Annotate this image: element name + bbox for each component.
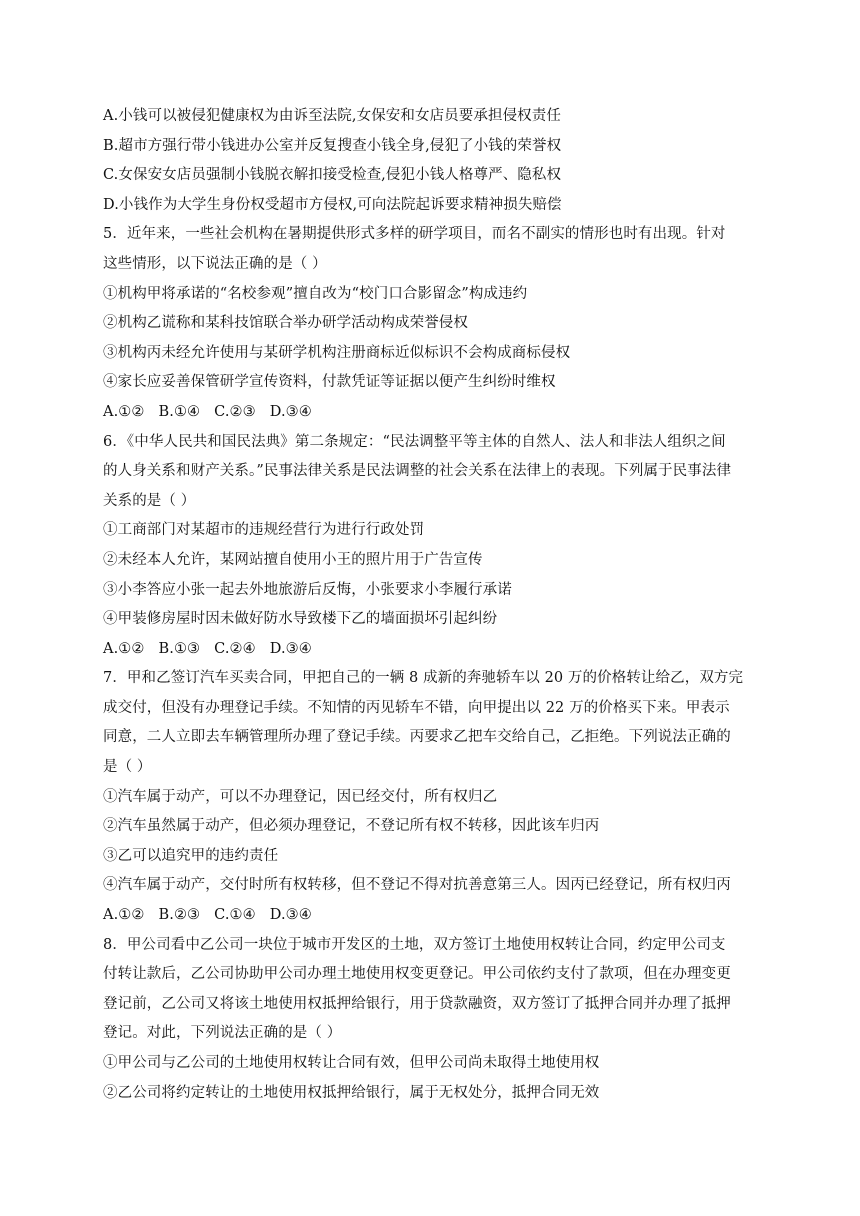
question-6 [103, 428, 763, 665]
q5-choices [103, 398, 763, 428]
question-7 [103, 664, 763, 930]
q5-statement-4: ④家长应妥善保管研学宣传资料，付款凭证等证据以便产生纠纷时维权 [103, 374, 556, 391]
q6-choice-d: D.③④ [269, 640, 312, 657]
q5-choice-c: C.②③ [214, 403, 256, 420]
q8-stem-line: 登记。对此，下列说法正确的是（ ） [103, 1025, 342, 1042]
q4-option-a: A.小钱可以被侵犯健康权为由诉至法院,女保安和女店员要承担侵权责任 [103, 108, 561, 124]
q6-stem-line: 6．《中华人民共和国民法典》第二条规定：“民法调整平等主体的自然人、法人和非法人组织之间 [103, 433, 726, 450]
q5-choice-d: D.③④ [269, 403, 312, 420]
q7-statement-3: ③乙可以追究甲的违约责任 [103, 847, 279, 864]
question-5 [103, 220, 763, 427]
q4-option-d: D.小钱作为大学生身份权受超市方侵权,可向法院起诉要求精神损失赔偿 [103, 196, 562, 213]
exam-page [103, 102, 763, 1108]
q7-statement-1: ①汽车属于动产，可以不办理登记，因已经交付，所有权归乙 [103, 788, 498, 805]
q5-choice-a: A.①② [103, 403, 145, 420]
q8-stem-line: 登记前，乙公司又将该土地使用权抵押给银行，用于贷款融资，双方签订了抵押合同并办理了抵押 [103, 995, 731, 1012]
q7-choice-d: D.③④ [269, 907, 312, 924]
q6-choice-c: C.②④ [214, 640, 256, 657]
q4-option-c: C.女保安女店员强制小钱脱衣解扣接受检查,侵犯小钱人格尊严、隐私权 [103, 167, 562, 184]
q7-choice-c: C.①④ [214, 907, 256, 924]
q7-stem-line: 成交付，但没有办理登记手续。不知情的丙见轿车不错，向甲提出以 22 万的价格买下来。甲表示 [103, 699, 730, 716]
q6-statement-1: ①工商部门对某超市的违规经营行为进行行政处罚 [103, 522, 425, 539]
q5-stem-line: 5．近年来，一些社会机构在暑期提供形式多样的研学项目，而名不副实的情形也时有出现。针对 [103, 226, 726, 243]
q8-stem-line: 付转让款后，乙公司协助甲公司办理土地使用权变更登记。甲公司依约支付了款项，但在办理变更 [103, 966, 731, 983]
q8-statement-1: ①甲公司与乙公司的土地使用权转让合同有效，但甲公司尚未取得土地使用权 [103, 1055, 600, 1071]
q6-stem-line: 关系的是（ ） [103, 492, 196, 509]
q4-options [103, 102, 763, 220]
q6-statement-2: ②未经本人允许，某网站擅自使用小王的照片用于广告宣传 [103, 551, 483, 568]
q6-stem-line: 的人身关系和财产关系。”民事法律关系是民法调整的社会关系在法律上的表现。下列属于民事法律 [103, 463, 732, 480]
q6-choice-b: B.①③ [158, 640, 201, 657]
q6-choice-a: A.①② [103, 640, 145, 657]
question-8 [103, 931, 763, 1109]
q5-statement-3: ③机构丙未经允许使用与某研学机构注册商标近似标识不会构成商标侵权 [103, 344, 571, 361]
q7-stem-line: 是（ ） [103, 759, 152, 776]
q7-choice-a: A.①② [103, 907, 145, 924]
q7-choices [103, 901, 763, 931]
q5-choice-b: B.①④ [158, 403, 201, 420]
q8-stem-line: 8．甲公司看中乙公司一块位于城市开发区的土地，双方签订土地使用权转让合同，约定甲公司支 [103, 936, 726, 953]
q7-stem-line: 同意，二人立即去车辆管理所办理了登记手续。丙要求乙把车交给自己，乙拒绝。下列说法正确的 [103, 729, 731, 746]
q5-stem-line: 这些情形，以下说法正确的是（ ） [103, 255, 327, 272]
q8-statement-2: ②乙公司将约定转让的土地使用权抵押给银行，属于无权处分，抵押合同无效 [103, 1084, 600, 1101]
q6-statement-3: ③小李答应小张一起去外地旅游后反悔，小张要求小李履行承诺 [103, 581, 512, 598]
q7-statement-2: ②汽车虽然属于动产，但必须办理登记，不登记所有权不转移，因此该车归丙 [103, 818, 600, 835]
q7-choice-b: B.②③ [158, 907, 201, 924]
q7-stem-line: 7．甲和乙签订汽车买卖合同，甲把自己的一辆 8 成新的奔驰轿车以 20 万的价格转让给乙，双方完 [103, 670, 744, 687]
q5-statement-2: ②机构乙谎称和某科技馆联合举办研学活动构成荣誉侵权 [103, 315, 468, 332]
q6-statement-4: ④甲装修房屋时因未做好防水导致楼下乙的墙面损坏引起纠纷 [103, 611, 498, 628]
q5-statement-1: ①机构甲将承诺的“名校参观”擅自改为“校门口合影留念”构成违约 [103, 285, 528, 302]
q6-choices [103, 635, 763, 665]
q7-statement-4: ④汽车属于动产，交付时所有权转移，但不登记不得对抗善意第三人。因丙已经登记，所有权归丙 [103, 877, 731, 894]
q4-option-b: B.超市方强行带小钱进办公室并反复搜查小钱全身,侵犯了小钱的荣誉权 [103, 137, 562, 154]
